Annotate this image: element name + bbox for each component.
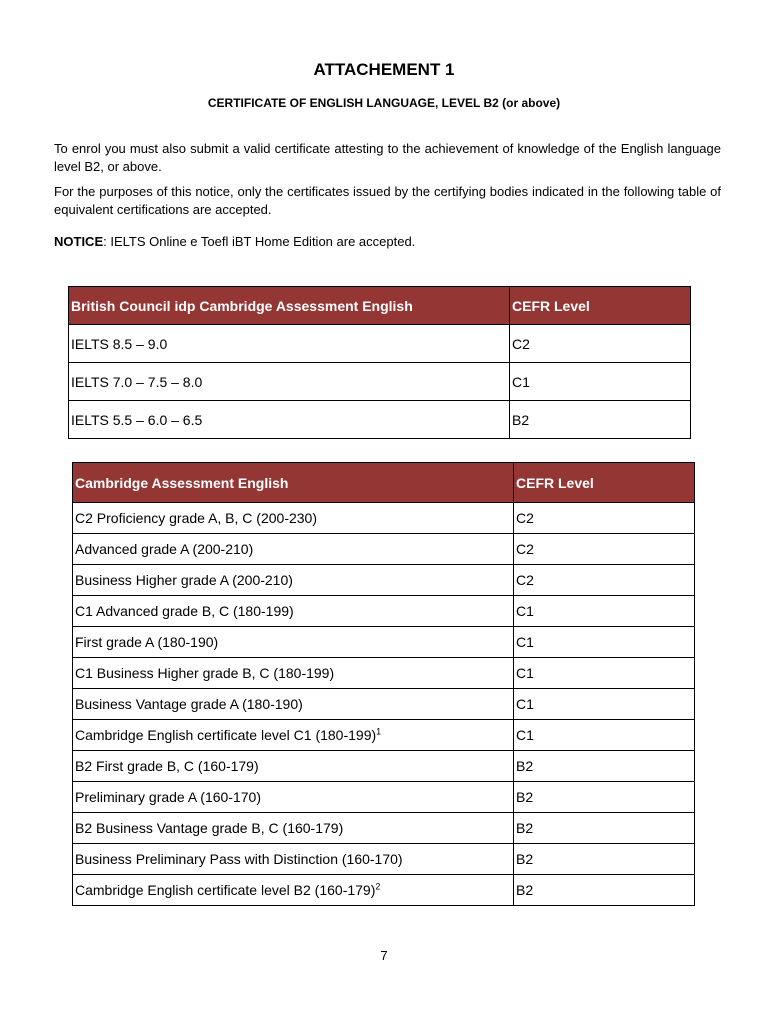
table-row (69, 363, 691, 401)
cefr-level-cell: C1 (514, 720, 695, 751)
certificate-cell: Preliminary grade A (160-170) (73, 782, 514, 813)
certificate-cell: Business Preliminary Pass with Distinction (160-170) (73, 844, 514, 875)
cefr-level-cell: C1 (510, 363, 691, 401)
cefr-level-cell: B2 (514, 875, 695, 906)
table-row (73, 565, 695, 596)
table-header-cell: CEFR Level (510, 287, 691, 325)
purposes-paragraph: For the purposes of this notice, only the certificates issued by the certifying bodies indicated in the following table of equivalent certifications are accepted. (54, 184, 721, 217)
footnote-marker: 2 (375, 881, 381, 892)
certificate-cell: B2 Business Vantage grade B, C (160-179) (73, 813, 514, 844)
cefr-level-cell: B2 (510, 401, 691, 439)
cefr-level-cell: C1 (514, 627, 695, 658)
certificate-cell: B2 First grade B, C (160-179) (73, 751, 514, 782)
footnote-marker: 1 (376, 726, 382, 737)
table-row (73, 658, 695, 689)
certificate-cell: C2 Proficiency grade A, B, C (200-230) (73, 503, 514, 534)
enrol-paragraph: To enrol you must also submit a valid certificate attesting to the achievement of knowledge of the English language level B2, or above. (54, 141, 721, 174)
cefr-level-cell: C2 (510, 325, 691, 363)
certificate-cell (73, 720, 514, 751)
table-row (73, 503, 695, 534)
cefr-level-cell: C2 (514, 565, 695, 596)
table-row (73, 627, 695, 658)
table-row (73, 782, 695, 813)
table-row (73, 534, 695, 565)
table-header-cell: Cambridge Assessment English (73, 463, 514, 503)
cefr-level-cell: B2 (514, 844, 695, 875)
table-row (73, 720, 695, 751)
certificate-cell: IELTS 7.0 – 7.5 – 8.0 (69, 363, 510, 401)
table-row (73, 689, 695, 720)
certificate-cell: C1 Advanced grade B, C (180-199) (73, 596, 514, 627)
certificate-text: Cambridge English certificate level C1 (180-199) (75, 727, 377, 743)
page-title: ATTACHEMENT 1 (313, 60, 455, 79)
certificate-cell (73, 875, 514, 906)
certificate-cell: First grade A (180-190) (73, 627, 514, 658)
cefr-level-cell: B2 (514, 751, 695, 782)
certificate-text: Cambridge English certificate level B2 (160-179) (75, 882, 376, 898)
cefr-level-cell: C1 (514, 689, 695, 720)
table-row (73, 875, 695, 906)
certificate-cell: IELTS 8.5 – 9.0 (69, 325, 510, 363)
certificate-cell: C1 Business Higher grade B, C (180-199) (73, 658, 514, 689)
cefr-level-cell: C2 (514, 534, 695, 565)
certificate-cell: Business Higher grade A (200-210) (73, 565, 514, 596)
ielts-table (68, 286, 691, 439)
cefr-level-cell: C1 (514, 596, 695, 627)
certificate-cell: Advanced grade A (200-210) (73, 534, 514, 565)
table-header-row (69, 287, 691, 325)
notice-label: NOTICE (54, 234, 104, 249)
table-row (69, 325, 691, 363)
table-row (73, 751, 695, 782)
table-row (73, 813, 695, 844)
notice-line (54, 234, 415, 249)
table-header-cell: British Council idp Cambridge Assessment English (69, 287, 510, 325)
cefr-level-cell: B2 (514, 782, 695, 813)
table-row (69, 401, 691, 439)
table-row (73, 596, 695, 627)
page-subtitle: CERTIFICATE OF ENGLISH LANGUAGE, LEVEL B2 (or above) (207, 96, 561, 110)
cefr-level-cell: B2 (514, 813, 695, 844)
cefr-level-cell: C2 (514, 503, 695, 534)
table-row (73, 844, 695, 875)
cefr-level-cell: C1 (514, 658, 695, 689)
table-header-row (73, 463, 695, 503)
certificate-cell: IELTS 5.5 – 6.0 – 6.5 (69, 401, 510, 439)
certificate-cell: Business Vantage grade A (180-190) (73, 689, 514, 720)
page-number: 7 (380, 948, 388, 963)
cambridge-table (72, 462, 695, 906)
notice-text: : IELTS Online e Toefl iBT Home Edition are accepted. (103, 234, 416, 249)
table-header-cell: CEFR Level (514, 463, 695, 503)
